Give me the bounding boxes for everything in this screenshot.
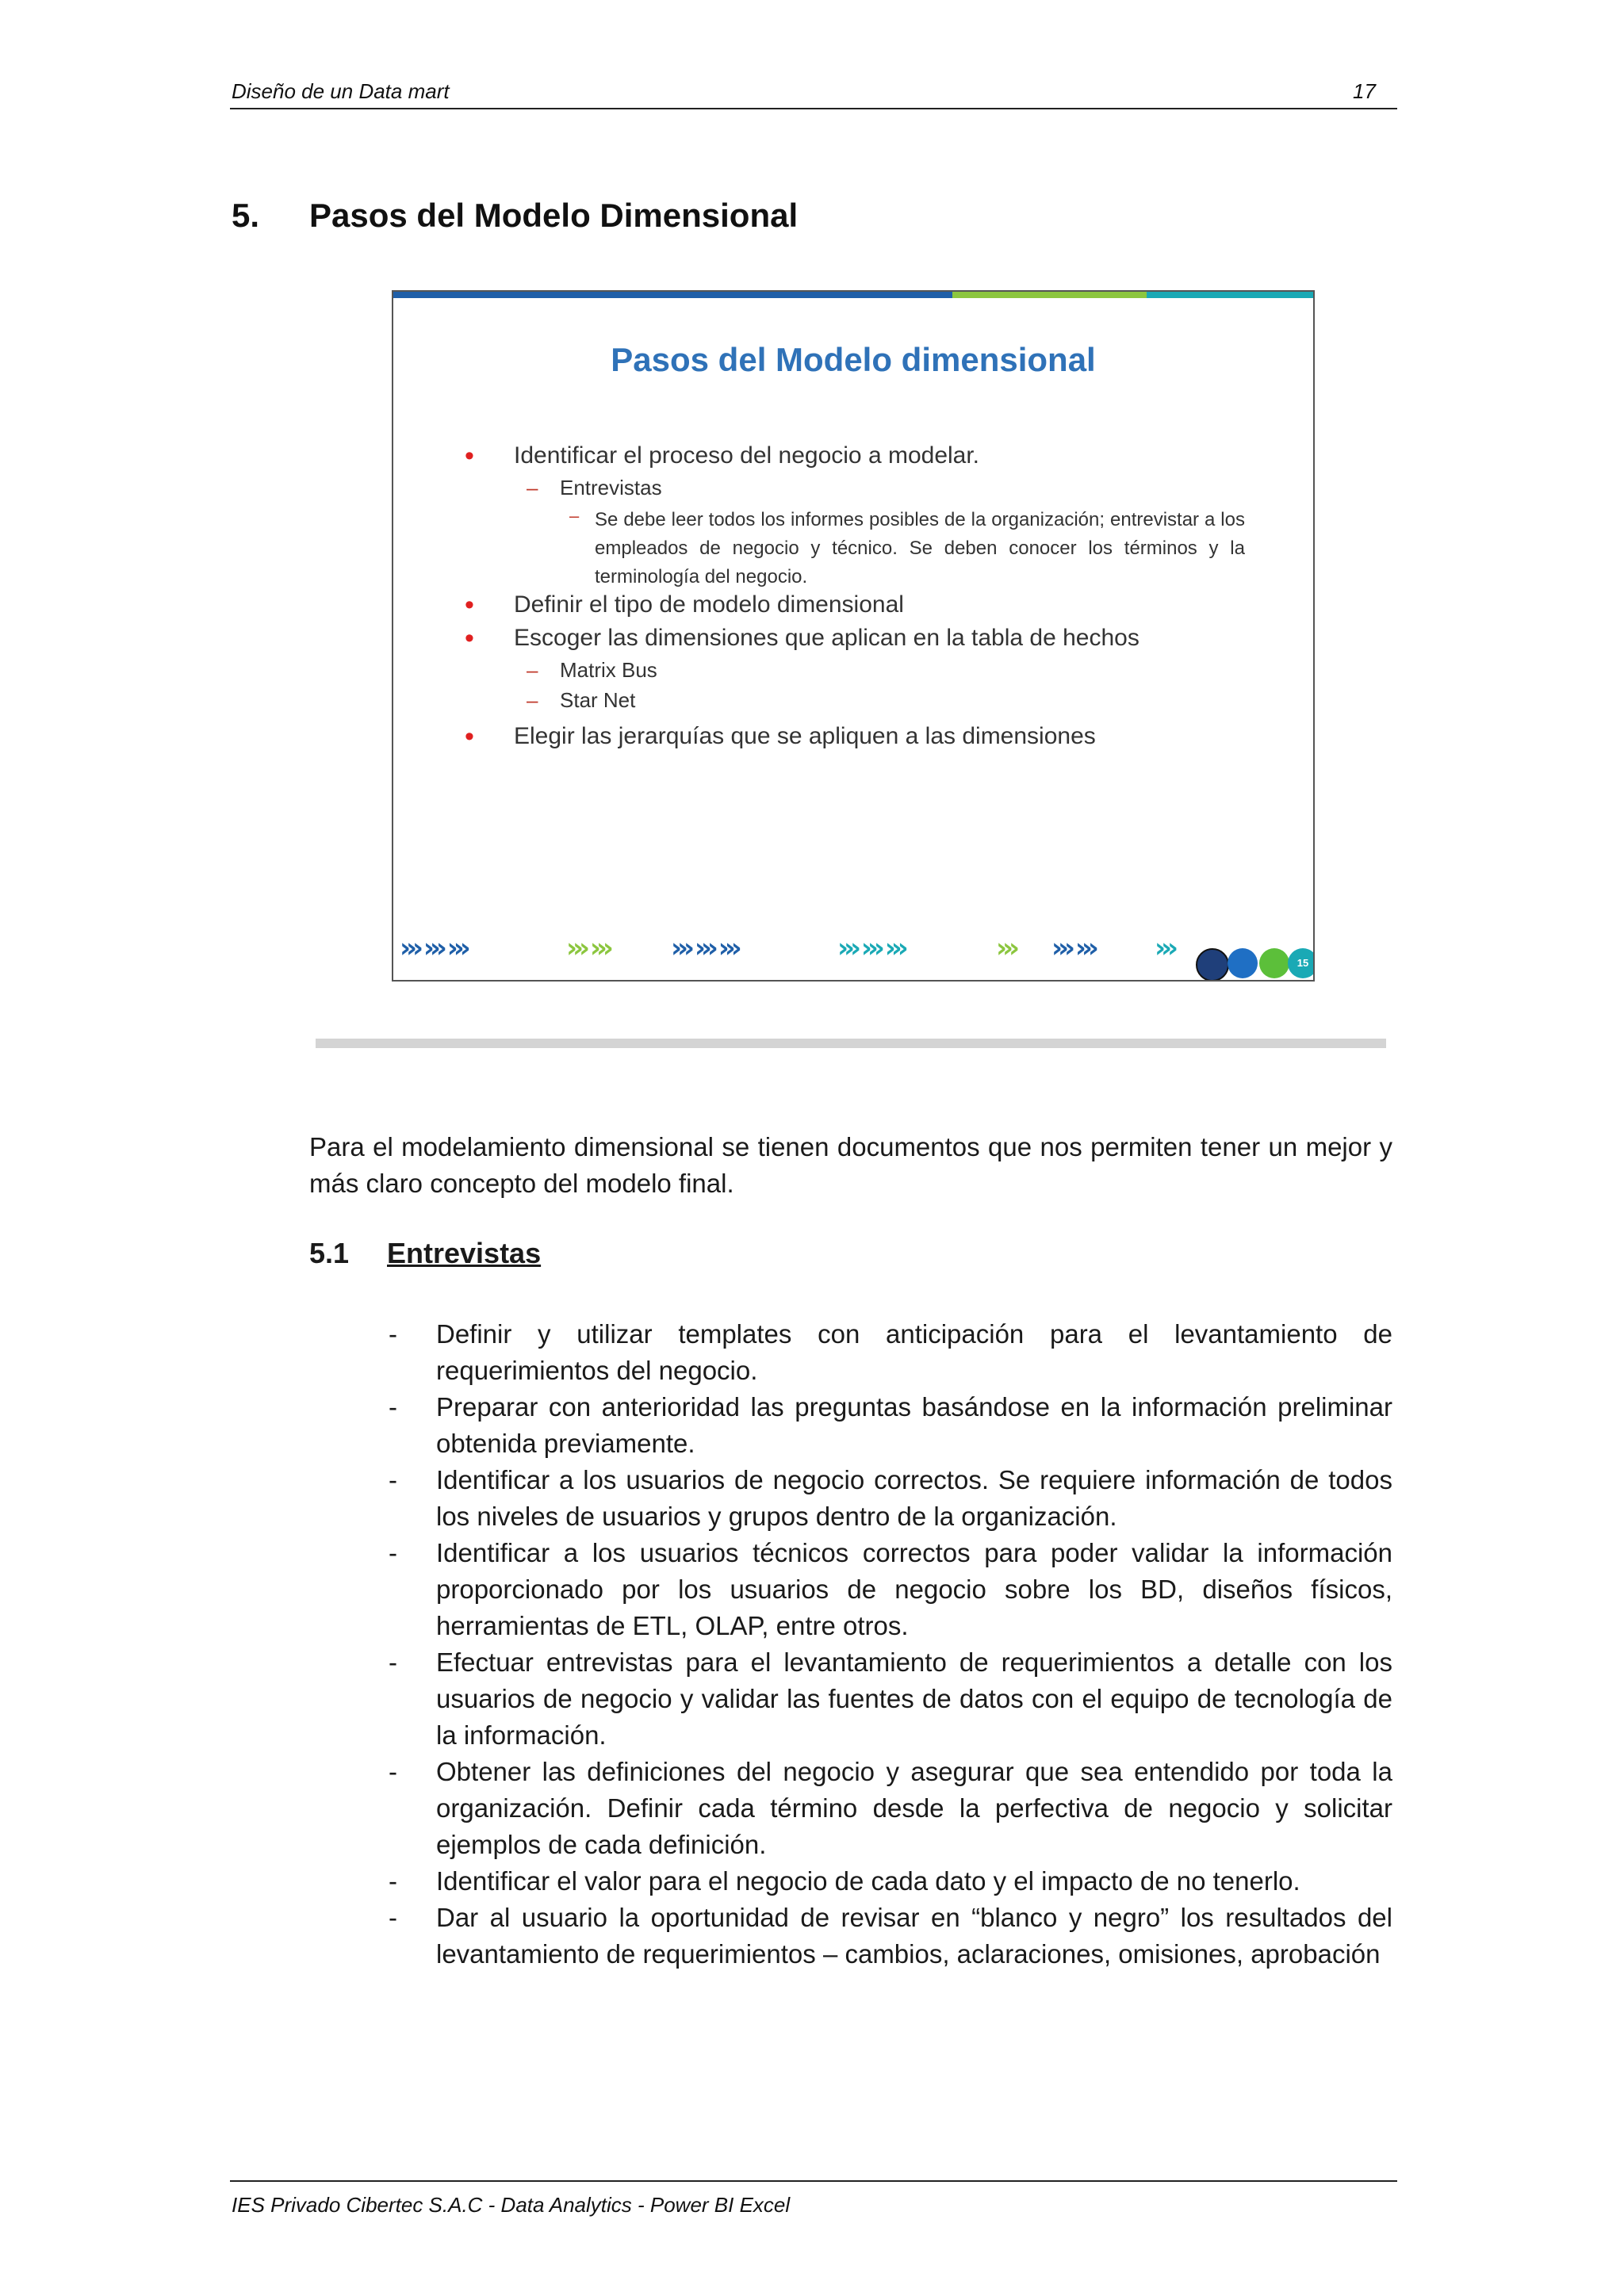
slide-dash-icon: – [569,506,580,526]
subsection-number: 5.1 [309,1237,350,1269]
slide-topbar-blue [393,292,952,298]
slide-bullet-icon: • [465,721,474,752]
list-item: Obtener las definiciones del negocio y asegurar que sea entendido por toda la organización. Definir cada término desde la perfectiva de negocio y solicitar ejemplos de cada definición. [436,1757,1392,1859]
slide-sub-detail: Se debe leer todos los informes posibles de la organización; entrevistar a los empleados de negocio y técnico. Se deben conocer los términos y la terminología del negocio. [595,509,1245,587]
slide-bullet-2: Definir el tipo de modelo dimensional [514,591,904,618]
slide-bullet-4: Elegir las jerarquías que se apliquen a las dimensiones [514,723,1096,749]
green-dot-icon [1259,948,1289,978]
list-item: Identificar a los usuarios de negocio correctos. Se requiere información de todos los niveles de usuarios y grupos dentro de la organización. [436,1465,1392,1531]
slide-topbar-green [952,292,1147,298]
slide-dash-icon: – [527,658,538,682]
slide-dash-icon: – [527,476,538,499]
list-dash-icon: - [389,1465,397,1494]
slide-bullet-icon: • [465,441,474,471]
footer-text: IES Privado Cibertec S.A.C - Data Analytics - Power BI Excel [232,2193,791,2217]
chevron-pattern-icon: ››› ››› ››› [400,932,466,964]
chevron-pattern-icon: ››› [996,932,1016,964]
intro-paragraph: Para el modelamiento dimensional se tienen documentos que nos permiten tener un mejor y más claro concepto del modelo final. [309,1132,1392,1198]
page-number: 17 [1353,79,1376,103]
crest-logo-icon [1196,948,1229,982]
slide-title: Pasos del Modelo dimensional [611,341,1096,378]
chevron-pattern-icon: ››› ››› ››› [671,932,737,964]
slide-number: 15 [1288,948,1315,978]
list-item: Preparar con anterioridad las preguntas basándose en la información preliminar obtenida previamente. [436,1392,1392,1458]
list-dash-icon: - [389,1392,397,1422]
header-rule [230,108,1397,109]
slide-dash-icon: – [527,688,538,712]
list-dash-icon: - [389,1538,397,1567]
chevron-pattern-icon: ››› ››› [566,932,609,964]
list-item: Identificar a los usuarios técnicos correctos para poder validar la información proporcionado por los usuarios de negocio sobre los BD, diseños físicos, herramientas de ETL, OLAP, entre otros. [436,1538,1392,1640]
list-dash-icon: - [389,1647,397,1677]
blue-dot-icon [1228,948,1258,978]
chevron-pattern-icon: ››› ››› ››› [837,932,904,964]
section-number: 5. [232,197,260,234]
divider-bar [316,1039,1386,1048]
running-header-title: Diseño de un Data mart [232,79,450,103]
subsection-title: Entrevistas [387,1237,542,1269]
list-item: Dar al usuario la oportunidad de revisar en “blanco y negro” los resultados del levantamiento de requerimientos – cambios, aclaraciones, omisiones, aprobación [436,1903,1392,1969]
footer-rule [230,2180,1397,2182]
list-dash-icon: - [389,1757,397,1786]
list-item: Efectuar entrevistas para el levantamiento de requerimientos a detalle con los usuarios de negocio y validar las fuentes de datos con el equipo de tecnología de la información. [436,1647,1392,1750]
chevron-pattern-icon: ››› [1155,932,1174,964]
chevron-pattern-icon: ››› ››› [1051,932,1094,964]
list-item: Identificar el valor para el negocio de cada dato y el impacto de no tenerlo. [436,1866,1300,1896]
list-item: Definir y utilizar templates con anticipación para el levantamiento de requerimientos del negocio. [436,1319,1392,1385]
list-dash-icon: - [389,1319,397,1349]
section-title: Pasos del Modelo Dimensional [309,197,799,234]
slide-topbar-teal [1147,292,1315,298]
slide-sub-star: Star Net [560,688,636,712]
slide-sub-matrix: Matrix Bus [560,658,657,682]
slide-bullet-icon: • [465,623,474,653]
slide-bullet-3: Escoger las dimensiones que aplican en la tabla de hechos [514,625,1139,651]
list-dash-icon: - [389,1903,397,1932]
slide-bullet-icon: • [465,590,474,620]
slide-bullet-1: Identificar el proceso del negocio a modelar. [514,442,980,469]
slide-sub-entrevistas: Entrevistas [560,476,662,499]
slide-image [392,290,1315,982]
list-dash-icon: - [389,1866,397,1896]
